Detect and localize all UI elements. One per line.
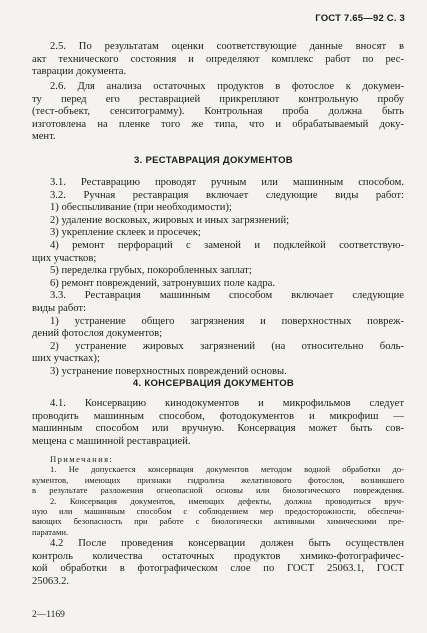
text-line: 4.2 После проведения консервации должен быть осуществлен: [50, 538, 404, 549]
note-line: 1. Не допускается консервация документов методом водной обработки до-: [50, 464, 404, 475]
text-line: ших участках);: [32, 353, 100, 365]
text-line: дений фотослоя документов;: [32, 328, 163, 340]
section-3-heading: 3. РЕСТАВРАЦИЯ ДОКУМЕНТОВ: [134, 155, 293, 166]
notes-block: [32, 454, 404, 537]
note-line: в результате разложения огнеопасной основы или биологического повреждения.: [32, 485, 404, 496]
notes-title: Примечания:: [50, 454, 114, 464]
text-line: 3.3. Реставрация машинным способом включает следующие: [50, 290, 404, 302]
section-4-heading: 4. КОНСЕРВАЦИЯ ДОКУМЕНТОВ: [132, 378, 295, 389]
text-line: таврации документа.: [32, 66, 127, 78]
text-line: машинным способом или вручную. Консервация может быть сов-: [32, 423, 404, 435]
note-line: паратами.: [32, 526, 69, 537]
text-line: 1) обеспыливание (при необходимости);: [50, 202, 232, 214]
paragraph-4-1: [32, 398, 404, 448]
text-line: 2.6. Для анализа остаточных продуктов в фотослое к докумен-: [50, 81, 404, 92]
text-line: мент.: [32, 131, 56, 143]
text-line: (тест-объект, сенситограмму). Контрольная проба должна быть: [32, 106, 404, 118]
text-line: кой обработки в фотографическом слое по ГОСТ 25063.1, ГОСТ: [32, 563, 404, 575]
text-line: 4) ремонт перфораций с заменой и подклейкой соответствую-: [50, 239, 404, 251]
text-line: 4.1. Консервацию кинодокументов и микрофильмов следует: [50, 398, 404, 409]
text-line: изготовлена на пленке того же типа, что и обрабатываемый доку-: [32, 118, 404, 130]
text-line: 3.2. Ручная реставрация включает следующие виды работ:: [50, 189, 404, 201]
text-line: 25063.2.: [32, 575, 70, 587]
text-line: 5) переделка грубых, покоробленных заплат;: [50, 265, 252, 277]
text-line: 1) устранение общего загрязнения и поверхностных повреж-: [50, 315, 404, 327]
note-line: 2. Консервация документов, имеющих дефекты, должна проводиться вруч-: [50, 495, 404, 506]
paragraph-4-2: [32, 538, 404, 588]
text-line: 6) ремонт повреждений, затронувших поле кадра.: [50, 277, 275, 289]
text-line: 3) укрепление склеек и просечек;: [50, 227, 201, 239]
paragraph-2-5: [32, 41, 404, 79]
section-3-body: [32, 177, 404, 379]
text-line: 3) устранение поверхностных повреждений основы.: [50, 365, 287, 377]
text-line: виды работ:: [32, 302, 86, 314]
text-line: 3.1. Реставрацию проводят ручным или машинным способом.: [50, 177, 404, 188]
text-line: 2) устранение жировых загрязнений (на относительно боль-: [50, 340, 404, 352]
note-line: кументов, имеющих признаки гидролиза желатинового фотослоя, возникшего: [32, 474, 404, 485]
note-line: ную или машинным способом с соблюдением мер предосторожности, обеспечи-: [32, 506, 404, 517]
text-line: мещена с машинной реставрацией.: [32, 435, 191, 447]
text-line: проводить машинным способом, фотодокументов и микрофиш —: [32, 410, 404, 422]
paragraph-2-6: [32, 81, 404, 144]
text-line: ту перед его реставрацией прикрепляют контрольную пробу: [32, 93, 404, 105]
text-line: щих участков;: [32, 252, 97, 264]
text-line: контроль количества остаточных продуктов химико-фотографичес-: [32, 550, 404, 562]
note-line: вающих безопасность при работе с биологически активными химическими пре-: [32, 516, 404, 527]
page-footer-signature: 2—1169: [32, 610, 65, 620]
text-line: акт технического состояния и определяют комплекс работ по рес-: [32, 53, 404, 65]
text-line: 2.5. По результатам оценки соответствующие данные вносят в: [50, 41, 404, 52]
page-header: ГОСТ 7.65—92 С. 3: [315, 13, 405, 24]
text-line: 2) удаление восковых, жировых и иных загрязнений;: [50, 214, 290, 226]
